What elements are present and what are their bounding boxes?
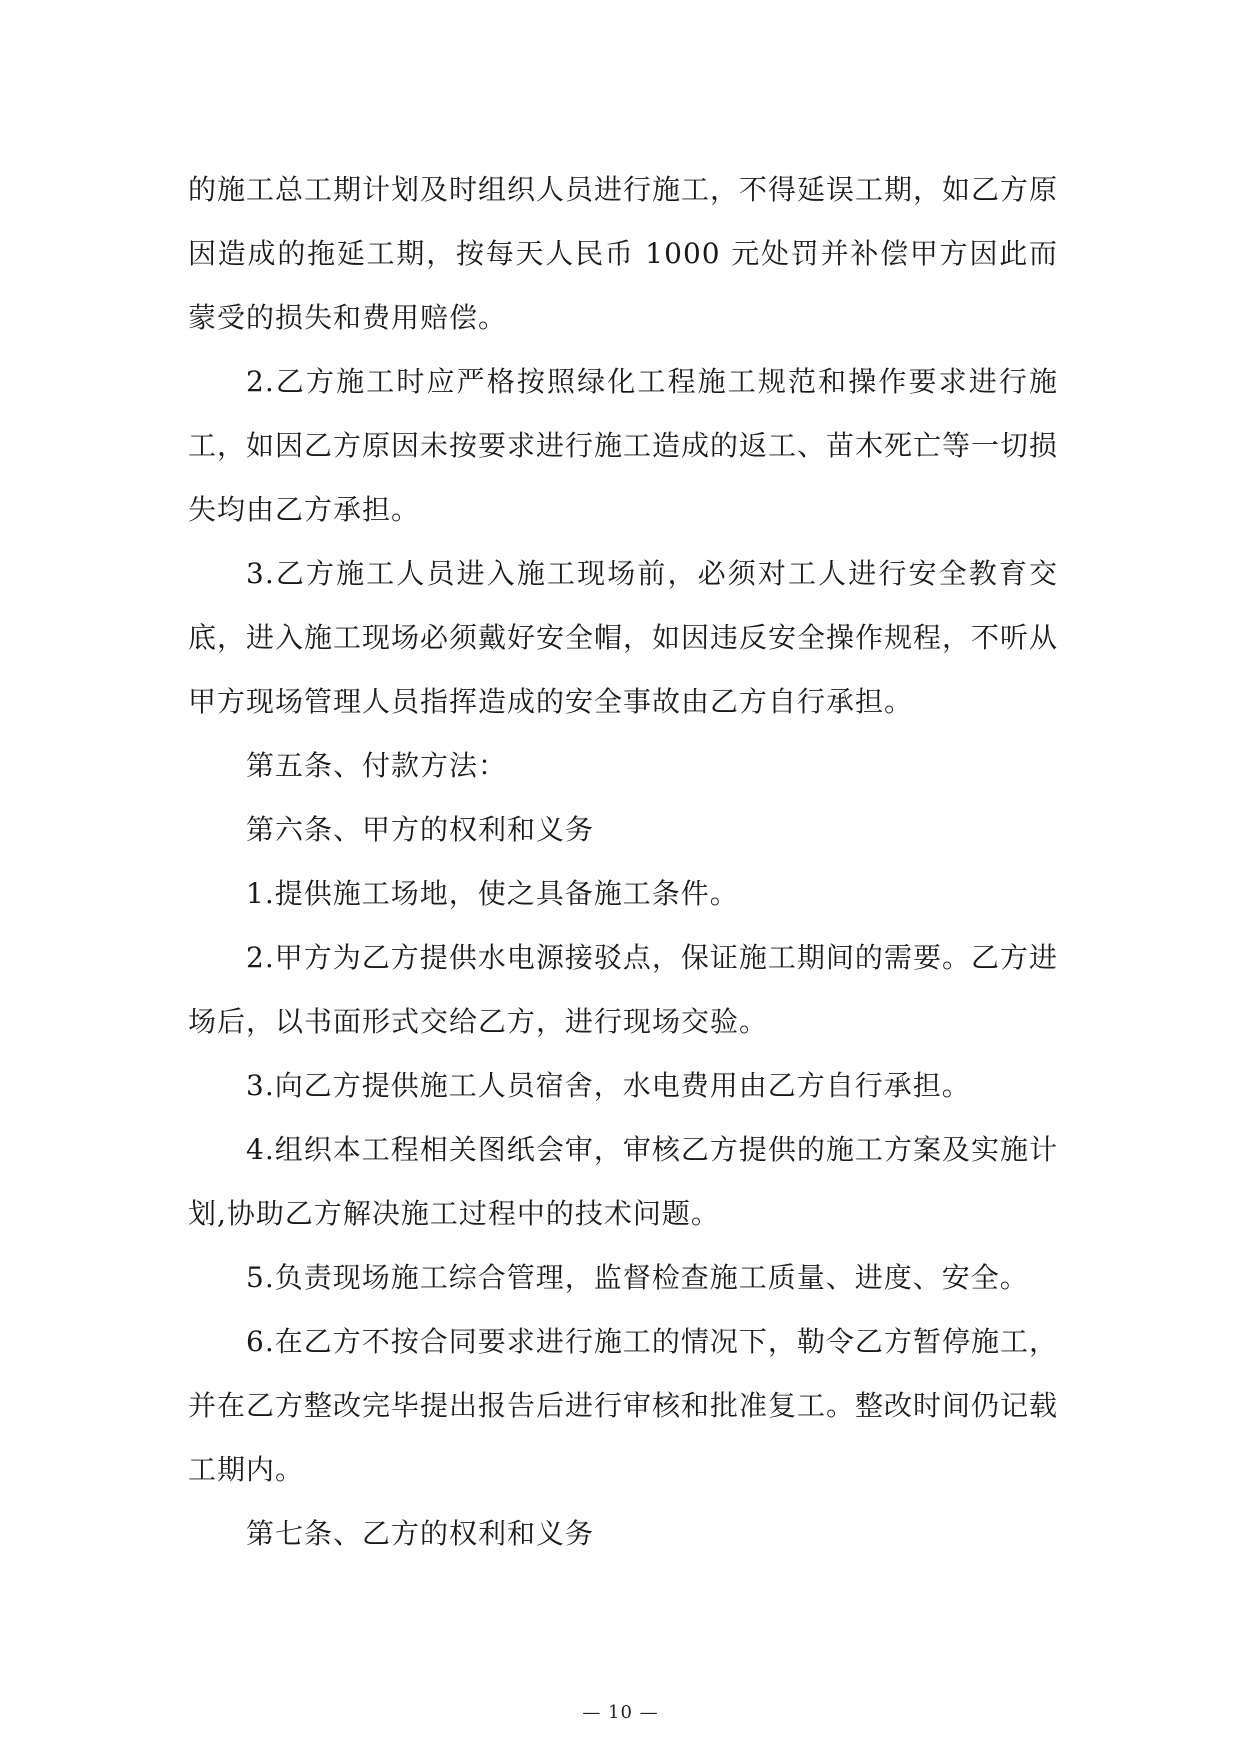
paragraph-continuation-delay-penalty: 的施工总工期计划及时组织人员进行施工，不得延误工期，如乙方原因造成的拖延工期，按每天人民币 1000 元处罚并补偿甲方因此而蒙受的损失和费用赔偿。 <box>188 173 1059 334</box>
section-heading-article-6: 第六条、甲方的权利和义务 <box>246 813 595 846</box>
section-heading-article-7: 第七条、乙方的权利和义务 <box>246 1517 595 1550</box>
paragraph-party-a-item-2: 2.甲方为乙方提供水电源接驳点，保证施工期间的需要。乙方进场后，以书面形式交给乙方，进行现场交验。 <box>188 941 1058 1038</box>
paragraph-party-a-item-5: 5.负责现场施工综合管理，监督检查施工质量、进度、安全。 <box>246 1261 1029 1294</box>
section-heading-article-5: 第五条、付款方法： <box>246 749 508 782</box>
paragraph-party-a-item-3: 3.向乙方提供施工人员宿舍，水电费用由乙方自行承担。 <box>246 1069 971 1102</box>
page-number: — 10 — <box>582 1702 659 1723</box>
document-body <box>188 158 1058 1566</box>
paragraph-party-a-item-4: 4.组织本工程相关图纸会审，审核乙方提供的施工方案及实施计划,协助乙方解决施工过程中的技术问题。 <box>188 1133 1058 1230</box>
paragraph-party-a-item-1: 1.提供施工场地，使之具备施工条件。 <box>246 877 739 910</box>
paragraph-item-2-construction-standards: 2.乙方施工时应严格按照绿化工程施工规范和操作要求进行施工，如因乙方原因未按要求进行施工造成的返工、苗木死亡等一切损失均由乙方承担。 <box>188 365 1059 526</box>
paragraph-item-3-safety-education: 3.乙方施工人员进入施工现场前，必须对工人进行安全教育交底，进入施工现场必须戴好安全帽，如因违反安全操作规程，不听从甲方现场管理人员指挥造成的安全事故由乙方自行承担。 <box>188 557 1059 718</box>
paragraph-party-a-item-6: 6.在乙方不按合同要求进行施工的情况下，勒令乙方暂停施工，并在乙方整改完毕提出报告后进行审核和批准复工。整改时间仍记载工期内。 <box>188 1325 1059 1486</box>
